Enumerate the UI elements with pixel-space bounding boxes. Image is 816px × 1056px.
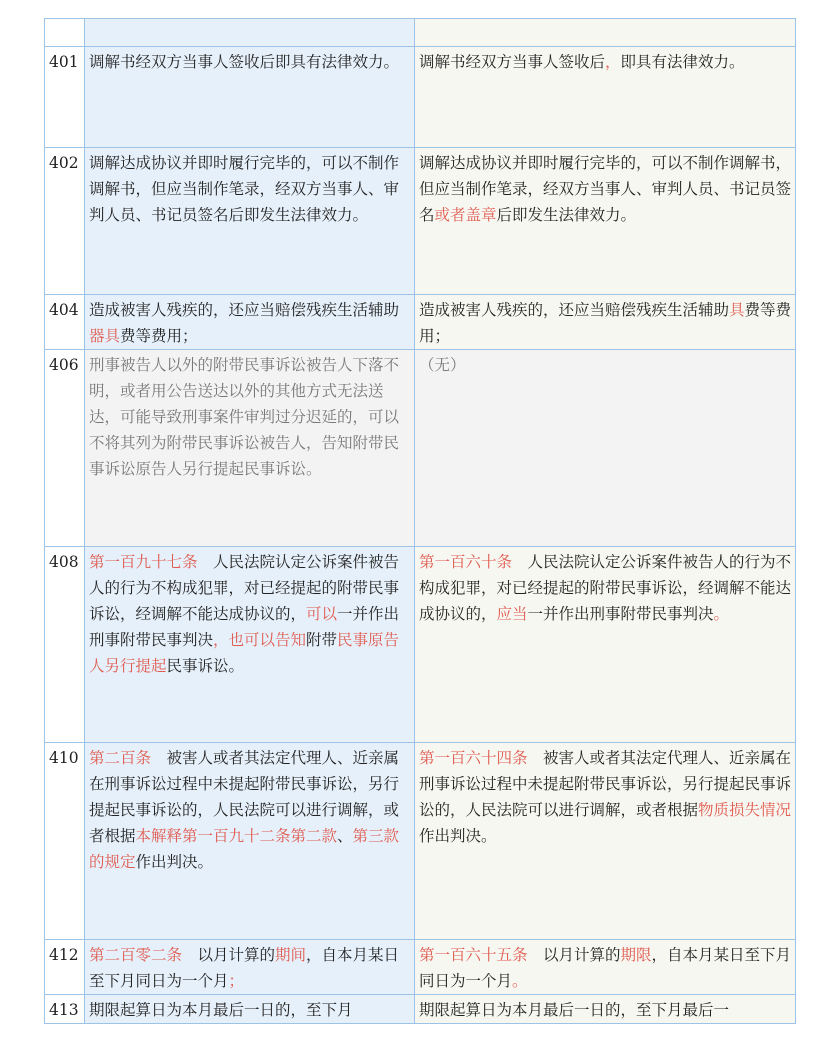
clause-text: 以月计算的 <box>527 946 621 964</box>
changed-text: 期限 <box>620 946 652 964</box>
article-number: 402 <box>45 148 85 295</box>
changed-text: 可以 <box>306 605 338 623</box>
old-text-cell <box>415 995 796 1024</box>
changed-text: 物质损失情况 <box>698 801 792 819</box>
clause-text: 调解书经双方当事人签收后即具有法律效力。 <box>89 53 400 71</box>
old-text-cell <box>415 148 796 295</box>
changed-text: 第二百零二条 <box>89 946 183 964</box>
clause-text: 人民法院认定公诉案件被告人的行为不构成犯罪，对已经提起的附带民事诉讼，经调解不能达成协议的， <box>89 553 400 623</box>
new-text-cell <box>85 743 415 940</box>
comparison-table <box>44 18 796 1024</box>
clause-text: 作出判决。 <box>135 853 214 871</box>
changed-text: 第二百条 <box>89 749 152 767</box>
article-number: 401 <box>45 47 85 148</box>
changed-text: 本解释第一百九十二条第二款 <box>135 827 338 845</box>
old-text-cell <box>415 295 796 350</box>
changed-text: 具 <box>729 301 745 319</box>
article-number: 410 <box>45 743 85 940</box>
article-number: 406 <box>45 350 85 547</box>
changed-text: ， <box>605 53 621 71</box>
old-text-cell <box>415 47 796 148</box>
table-row <box>45 295 796 350</box>
table-row <box>45 19 796 47</box>
table-row <box>45 743 796 940</box>
clause-text: 作出判决。 <box>419 827 497 845</box>
new-text-cell <box>85 148 415 295</box>
table-row <box>45 47 796 148</box>
changed-text: 。 <box>512 972 528 990</box>
article-number: 413 <box>45 995 85 1024</box>
changed-text: 第一百六十五条 <box>419 946 528 964</box>
new-text-cell <box>85 995 415 1024</box>
changed-text: 第三款的规定 <box>89 827 400 871</box>
clause-text: 调解书经双方当事人签收后 <box>419 53 606 71</box>
clause-text: 民事诉讼。 <box>166 657 245 675</box>
old-text-cell <box>415 19 796 47</box>
changed-text: ； <box>228 972 245 990</box>
clause-text: 期限起算日为本月最后一日的，至下月 <box>89 1001 353 1019</box>
clause-text: 附带 <box>306 631 338 649</box>
old-text-cell <box>415 940 796 995</box>
clause-text: 、 <box>337 827 353 845</box>
clause-text: 费等费用； <box>419 301 792 345</box>
new-text-cell <box>85 19 415 47</box>
old-text-cell <box>415 547 796 743</box>
new-text-cell <box>85 47 415 148</box>
clause-text: ，自本月某日至下月同日为一个月 <box>89 946 400 990</box>
table-row <box>45 995 796 1024</box>
clause-text: 刑事被告人以外的附带民事诉讼被告人下落不明，或者用公告送达以外的其他方式无法送达，可能导致刑事案件审判过分迟延的，可以不将其列为附带民事诉讼被告人，告知附带民事诉讼原告人另行提起民事诉讼。 <box>89 356 400 478</box>
table-row <box>45 148 796 295</box>
clause-text: 造成被害人残疾的，还应当赔偿残疾生活辅助 <box>89 301 400 319</box>
clause-text: 被害人或者其法定代理人、近亲属在刑事诉讼过程中未提起附带民事诉讼，另行提起民事诉讼的，人民法院可以进行调解，或者根据 <box>89 749 400 845</box>
table-row <box>45 940 796 995</box>
changed-text: 第一百六十条 <box>419 553 513 571</box>
clause-text: 造成被害人残疾的，还应当赔偿残疾生活辅助 <box>419 301 730 319</box>
article-number: 412 <box>45 940 85 995</box>
old-text-cell <box>415 743 796 940</box>
clause-text: 费等费用； <box>120 327 198 345</box>
clause-text: 一并作出刑事附带民事判决 <box>527 605 714 623</box>
article-number <box>45 19 85 47</box>
clause-text: （无） <box>419 356 466 374</box>
clause-text: 即具有法律效力。 <box>620 53 745 71</box>
old-text-cell <box>415 350 796 547</box>
changed-text: 。 <box>713 605 730 623</box>
article-number: 404 <box>45 295 85 350</box>
clause-text: 人民法院认定公诉案件被告人的行为不构成犯罪，对已经提起的附带民事诉讼，经调解不能达成协议的， <box>419 553 792 623</box>
clause-text: 调解达成协议并即时履行完毕的，可以不制作调解书，但应当制作笔录，经双方当事人、审判人员、书记员签名后即发生法律效力。 <box>89 154 400 224</box>
clause-text: 以月计算的 <box>182 946 276 964</box>
changed-text: 民事原告人另行提起 <box>89 631 400 675</box>
changed-text: ，也可以告知 <box>213 631 307 649</box>
new-text-cell <box>85 940 415 995</box>
clause-text: ，自本月某日至下月同日为一个月 <box>419 946 792 990</box>
changed-text: 器具 <box>89 327 121 345</box>
changed-text: 第一百六十四条 <box>419 749 528 767</box>
table-row <box>45 350 796 547</box>
clause-text: 调解达成协议并即时履行完毕的，可以不制作调解书，但应当制作笔录，经双方当事人、审判人员、书记员签名 <box>419 154 792 224</box>
changed-text: 第一百九十七条 <box>89 553 198 571</box>
new-text-cell <box>85 350 415 547</box>
changed-text: 期间 <box>275 946 307 964</box>
changed-text: 应当 <box>496 605 528 623</box>
new-text-cell <box>85 295 415 350</box>
clause-text: 后即发生法律效力。 <box>496 206 637 224</box>
clause-text: 期限起算日为本月最后一日的，至下月最后一 <box>419 1001 730 1019</box>
clause-text: 被害人或者其法定代理人、近亲属在刑事诉讼过程中未提起附带民事诉讼，另行提起民事诉讼的，人民法院可以进行调解，或者根据 <box>419 749 792 819</box>
table-row <box>45 547 796 743</box>
clause-text: 一并作出刑事附带民事判决 <box>89 605 400 649</box>
new-text-cell <box>85 547 415 743</box>
changed-text: 或者盖章 <box>434 206 497 224</box>
article-number: 408 <box>45 547 85 743</box>
